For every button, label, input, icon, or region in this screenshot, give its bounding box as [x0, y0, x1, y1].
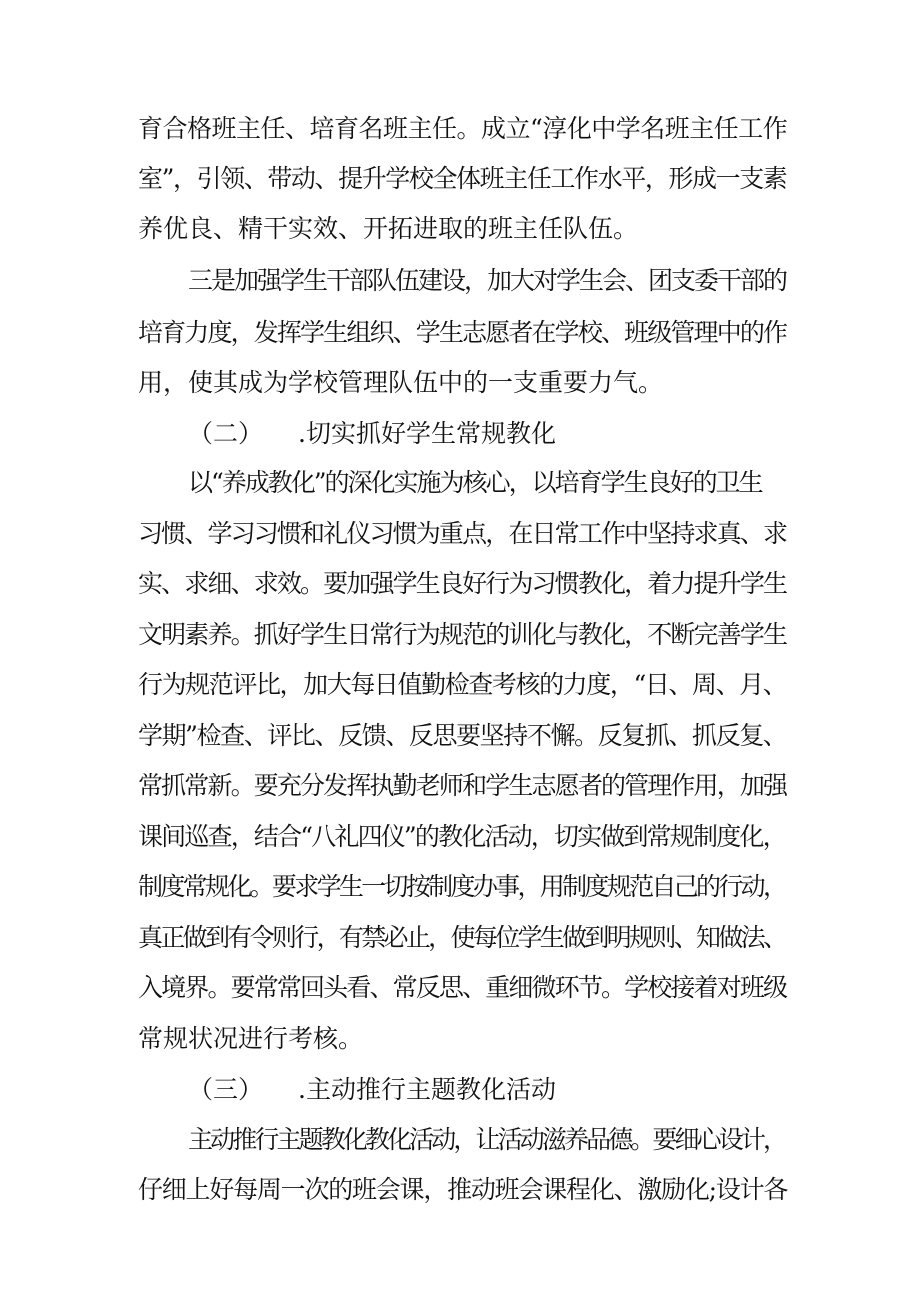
paragraph-line: 入境界。要常常回头看、常反思、重细微环节。学校接着对班级	[138, 973, 787, 1002]
paragraph-line: 培育力度，发挥学生组织、学生志愿者在学校、班级管理中的作	[138, 318, 787, 347]
paragraph-line: 仔细上好每周一次的班会课，推动班会课程化、激励化;设计各	[138, 1175, 788, 1204]
paragraph-line: 课间巡查，结合“八礼四仪”的教化活动，切实做到常规制度化，	[138, 822, 786, 851]
paragraph-line: 以“养成教化”的深化实施为核心，以培育学生良好的卫生	[188, 468, 762, 497]
paragraph-line: 行为规范评比，加大每日值勤检查考核的力度，“日、周、月、	[138, 670, 787, 699]
section-heading: .主动推行主题教化活动	[298, 1075, 556, 1104]
paragraph-line: 常抓常新。要充分发挥执勤老师和学生志愿者的管理作用，加强	[138, 771, 787, 800]
section-number: （二）	[188, 419, 264, 448]
paragraph-line: 室”，引领、带动、提升学校全体班主任工作水平，形成一支素	[138, 164, 787, 193]
paragraph-line: 主动推行主题教化教化活动，让活动滋养品德。要细心设计，	[188, 1125, 786, 1154]
paragraph-line: 育合格班主任、培育名班主任。成立“淳化中学名班主任工作	[138, 114, 788, 143]
paragraph-line: 真正做到有令则行，有禁必止，使每位学生做到明规则、知做法、	[138, 923, 786, 952]
paragraph-line: 实、求细、求效。要加强学生良好行为习惯教化，着力提升学生	[138, 569, 787, 598]
paragraph-line: 习惯、学习习惯和礼仪习惯为重点，在日常工作中坚持求真、求	[138, 519, 787, 548]
section-heading: .切实抓好学生常规教化	[298, 419, 556, 448]
paragraph-line: 制度常规化。要求学生一切按制度办事，用制度规范自己的行动，	[138, 872, 786, 901]
paragraph-line: 用，使其成为学校管理队伍中的一支重要力气。	[138, 368, 664, 397]
paragraph-line: 文明素养。抓好学生日常行为规范的训化与教化，不断完善学生	[138, 620, 787, 649]
paragraph-line: 养优良、精干实效、开拓进取的班主任队伍。	[138, 214, 639, 243]
section-number: （三）	[188, 1075, 264, 1104]
paragraph-line: 常规状况进行考核。	[138, 1024, 364, 1053]
paragraph-line: 三是加强学生干部队伍建设，加大对学生会、团支委干部的	[188, 266, 787, 295]
paragraph-line: 学期”检查、评比、反馈、反思要坚持不懈。反复抓、抓反复、	[138, 721, 787, 750]
